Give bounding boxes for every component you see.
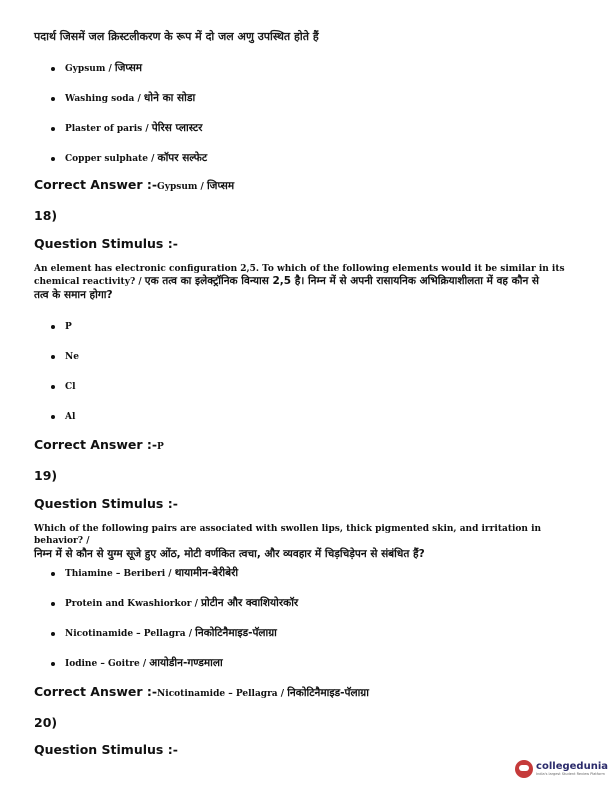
logo-text: collegedunia: [536, 760, 608, 772]
option-17-b[interactable]: Washing soda / धोने का सोडा: [51, 91, 195, 105]
logo-tagline: India's largest Student Review Platform: [536, 771, 605, 776]
option-18-a[interactable]: P: [51, 321, 72, 332]
question-18-hindi-1: एक तत्व का इलेक्ट्रॉनिक विन्यास 2,5 है। निम्न में से अपनी रासायनिक अभिक्रियाशीलता में वह कौन से: [144, 275, 540, 287]
question-stimulus-label-19: Question Stimulus :-: [34, 496, 178, 511]
correct-answer-18: Correct Answer :-P: [34, 437, 164, 452]
question-19-text: [34, 523, 590, 562]
correct-answer-17: Correct Answer :-Gypsum / जिप्सम: [34, 177, 235, 192]
option-17-d[interactable]: Copper sulphate / कॉपर सल्फेट: [51, 151, 207, 165]
option-19-d[interactable]: Iodine – Goitre / आयोडीन-गण्डमाला: [51, 656, 223, 670]
bullet-icon: [51, 157, 55, 161]
question-17-text: पदार्थ जिसमें जल क्रिस्टलीकरण के रूप में दो जल अणु उपस्थित होते हैं: [34, 30, 319, 43]
bullet-icon: [51, 67, 55, 71]
option-18-c[interactable]: Cl: [51, 381, 76, 392]
question-stimulus-label-18: Question Stimulus :-: [34, 236, 178, 251]
option-17-a[interactable]: Gypsum / जिप्सम: [51, 61, 142, 75]
question-18-hindi-2: तत्व के समान होगा?: [34, 289, 113, 301]
bullet-icon: [51, 572, 55, 576]
option-18-b[interactable]: Ne: [51, 351, 79, 362]
collegedunia-logo: [515, 760, 608, 778]
collegedunia-mascot-icon: [515, 760, 533, 778]
bullet-icon: [51, 632, 55, 636]
question-number-18: 18): [34, 208, 58, 223]
option-19-b[interactable]: Protein and Kwashiorkor / प्रोटीन और क्वाशियोरकॉर: [51, 596, 298, 610]
question-number-20: 20): [34, 715, 58, 730]
bullet-icon: [51, 662, 55, 666]
bullet-icon: [51, 355, 55, 359]
bullet-icon: [51, 385, 55, 389]
bullet-icon: [51, 97, 55, 101]
bullet-icon: [51, 602, 55, 606]
option-17-c[interactable]: Plaster of paris / पेरिस प्लास्टर: [51, 121, 202, 135]
question-18-english: An element has electronic configuration 2,5. To which of the following elements would it be similar in its chemical reactivity? /: [34, 264, 565, 287]
bullet-icon: [51, 127, 55, 131]
bullet-icon: [51, 415, 55, 419]
question-18-text: [34, 263, 590, 303]
option-19-a[interactable]: Thiamine – Beriberi / थायामीन-बेरीबेरी: [51, 566, 238, 580]
question-19-english: Which of the following pairs are associated with swollen lips, thick pigmented skin, and irritation in behavior? /: [34, 524, 542, 546]
correct-answer-19: Correct Answer :-Nicotinamide – Pellagra / निकोटिनैमाइड-पॅलाग्रा: [34, 684, 369, 699]
question-19-hindi: निम्न में से कौन से युग्म सूजे हुए ओंठ, मोटी वर्णकित त्वचा, और व्यवहार में चिड़चिड़ेपन से संबंधित हैं?: [34, 548, 425, 560]
bullet-icon: [51, 325, 55, 329]
option-18-d[interactable]: Al: [51, 411, 75, 422]
question-stimulus-label-20: Question Stimulus :-: [34, 742, 178, 757]
question-number-19: 19): [34, 468, 58, 483]
option-19-c[interactable]: Nicotinamide – Pellagra / निकोटिनैमाइड-पॅलाग्रा: [51, 626, 277, 640]
